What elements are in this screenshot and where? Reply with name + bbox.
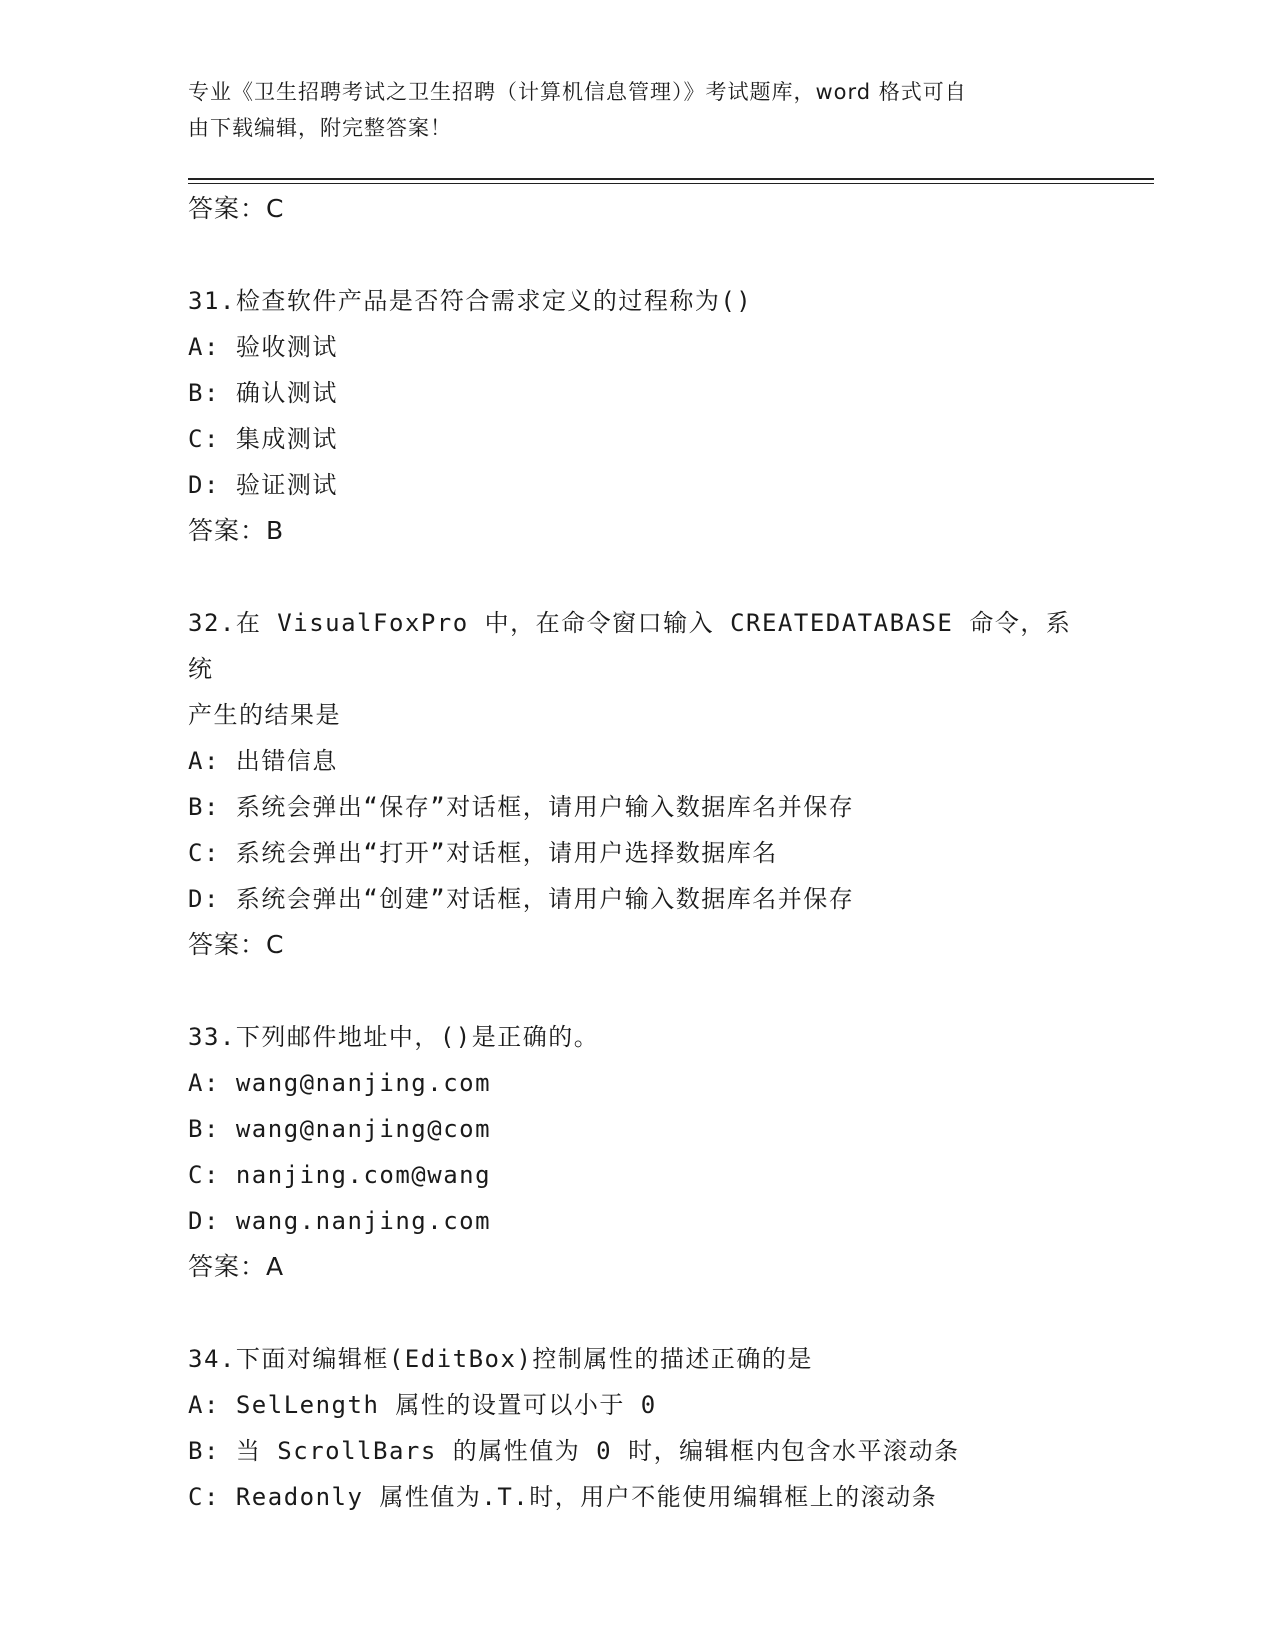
- option-b: B: 系统会弹出“保存”对话框，请用户输入数据库名并保存: [188, 793, 855, 821]
- option-a: A: 出错信息: [188, 747, 338, 775]
- option-a: A: SelLength 属性的设置可以小于 0: [188, 1391, 657, 1419]
- header-divider-thin: [188, 183, 1154, 184]
- option-b: B: wang@nanjing@com: [188, 1115, 492, 1143]
- option-c: C: Readonly 属性值为.T.时，用户不能使用编辑框上的滚动条: [188, 1483, 938, 1511]
- option-d: D: 验证测试: [188, 471, 338, 499]
- question-stem: 31.检查软件产品是否符合需求定义的过程称为(): [188, 287, 753, 315]
- spacer: [188, 232, 1088, 278]
- answer-label: 答案：B: [188, 516, 285, 545]
- option-c: C: 集成测试: [188, 425, 338, 453]
- page-header: [188, 74, 1088, 146]
- document-body: [188, 186, 1088, 1520]
- previous-answer: 答案：C: [188, 194, 285, 223]
- question-stem: 33.下列邮件地址中，()是正确的。: [188, 1023, 600, 1051]
- option-a: A: wang@nanjing.com: [188, 1069, 492, 1097]
- spacer: [188, 1290, 1088, 1336]
- option-d: D: wang.nanjing.com: [188, 1207, 492, 1235]
- option-c: C: nanjing.com@wang: [188, 1161, 492, 1189]
- answer-label: 答案：A: [188, 1252, 285, 1281]
- option-c: C: 系统会弹出“打开”对话框，请用户选择数据库名: [188, 839, 778, 867]
- question-stem: 32.在 VisualFoxPro 中，在命令窗口输入 CREATEDATABASE 命令，系统: [188, 609, 1072, 683]
- option-b: B: 当 ScrollBars 的属性值为 0 时，编辑框内包含水平滚动条: [188, 1437, 960, 1465]
- answer-label: 答案：C: [188, 930, 285, 959]
- question-34: [188, 1336, 1088, 1520]
- question-stem: 34.下面对编辑框(EditBox)控制属性的描述正确的是: [188, 1345, 813, 1373]
- question-32: [188, 600, 1088, 968]
- header-line-2: 由下载编辑，附完整答案！: [188, 116, 452, 140]
- header-line-1: 专业《卫生招聘考试之卫生招聘（计算机信息管理）》考试题库，word 格式可自: [188, 80, 967, 104]
- question-31: [188, 278, 1088, 554]
- spacer: [188, 554, 1088, 600]
- option-b: B: 确认测试: [188, 379, 338, 407]
- spacer: [188, 968, 1088, 1014]
- option-d: D: 系统会弹出“创建”对话框，请用户输入数据库名并保存: [188, 885, 855, 913]
- question-stem-continued: 产生的结果是: [188, 701, 341, 729]
- header-divider-thick: [188, 178, 1154, 180]
- question-33: [188, 1014, 1088, 1290]
- option-a: A: 验收测试: [188, 333, 338, 361]
